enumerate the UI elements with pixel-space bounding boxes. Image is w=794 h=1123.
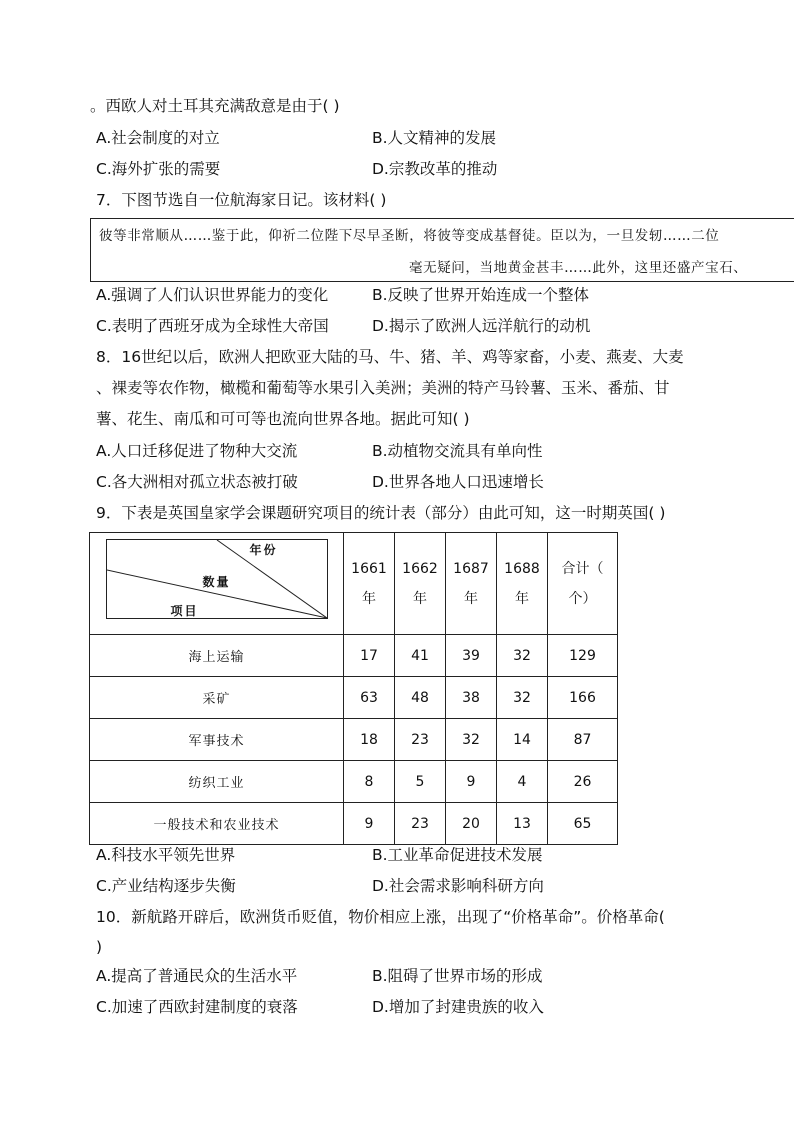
- col-header-1661: [344, 533, 395, 635]
- row-item: 海上运输: [90, 635, 344, 677]
- col-header-1688: [497, 533, 548, 635]
- q6-option-b[interactable]: B.人文精神的发展: [372, 129, 497, 147]
- col-header-total-bottom: 个）: [568, 590, 597, 607]
- q6-option-a[interactable]: A.社会制度的对立: [96, 129, 220, 147]
- q8-stem-line3: 薯、花生、南瓜和可可等也流向世界各地。据此可知( ): [96, 410, 470, 428]
- q10-stem-line1: 10．新航路开辟后，欧洲货币贬值，物价相应上涨，出现了“价格革命”。价格革命(: [96, 908, 665, 926]
- table-row: [90, 635, 618, 677]
- col-header-1687-bottom: 年: [464, 590, 478, 607]
- table-cell: 65: [548, 803, 618, 845]
- table-cell: 23: [395, 803, 446, 845]
- table-row: [90, 803, 618, 845]
- q8-stem-line2: 、裸麦等农作物，橄榄和葡萄等水果引入美洲；美洲的特产马铃薯、玉米、番茄、甘: [96, 379, 670, 397]
- table-cell: 32: [497, 635, 548, 677]
- q7-option-b[interactable]: B.反映了世界开始连成一个整体: [372, 286, 590, 304]
- table-cell: 8: [344, 761, 395, 803]
- col-header-total-top: 合计（: [561, 560, 604, 577]
- table-header-row: [90, 533, 618, 635]
- q6-option-c[interactable]: C.海外扩张的需要: [96, 160, 221, 178]
- row-item: 纺织工业: [90, 761, 344, 803]
- table-cell: 129: [548, 635, 618, 677]
- table-cell: 9: [446, 761, 497, 803]
- q9-option-b[interactable]: B.工业革命促进技术发展: [372, 846, 543, 864]
- row-item: 采矿: [90, 677, 344, 719]
- table-cell: 166: [548, 677, 618, 719]
- table-cell: 26: [548, 761, 618, 803]
- q10-option-a[interactable]: A.提高了普通民众的生活水平: [96, 967, 298, 985]
- table-cell: 87: [548, 719, 618, 761]
- table-cell: 14: [497, 719, 548, 761]
- q6-stem: 。西欧人对土耳其充满敌意是由于( ): [90, 97, 340, 115]
- col-header-1662-top: 1662: [402, 560, 438, 577]
- q7-option-d[interactable]: D.揭示了欧洲人远洋航行的动机: [372, 317, 591, 335]
- table-cell: 63: [344, 677, 395, 719]
- col-header-1687-top: 1687: [453, 560, 489, 577]
- col-header-1662: [395, 533, 446, 635]
- table-cell: 13: [497, 803, 548, 845]
- col-header-1661-bottom: 年: [362, 590, 376, 607]
- table-cell: 17: [344, 635, 395, 677]
- diagonal-header-box: [106, 539, 328, 619]
- row-item: 一般技术和农业技术: [90, 803, 344, 845]
- col-header-1687: [446, 533, 497, 635]
- diag-label-count: 数量: [202, 575, 231, 589]
- q9-option-c[interactable]: C.产业结构逐步失衡: [96, 877, 236, 895]
- q8-option-b[interactable]: B.动植物交流具有单向性: [372, 442, 543, 460]
- q8-option-a[interactable]: A.人口迁移促进了物种大交流: [96, 442, 298, 460]
- q7-stem: 7．下图节选自一位航海家日记。该材料( ): [96, 191, 387, 209]
- table-cell: 39: [446, 635, 497, 677]
- table-cell: 32: [446, 719, 497, 761]
- q10-option-c[interactable]: C.加速了西欧封建制度的衰落: [96, 998, 298, 1016]
- q10-stem-line2: ): [96, 938, 103, 956]
- q6-option-d[interactable]: D.宗教改革的推动: [372, 160, 498, 178]
- q10-option-d[interactable]: D.增加了封建贵族的收入: [372, 998, 544, 1016]
- table-cell: 20: [446, 803, 497, 845]
- q7-option-a[interactable]: A.强调了人们认识世界能力的变化: [96, 286, 329, 304]
- table-cell: 18: [344, 719, 395, 761]
- q7-quote-box: [90, 218, 794, 282]
- table-cell: 48: [395, 677, 446, 719]
- diag-label-item: 项目: [170, 604, 199, 618]
- q10-option-b[interactable]: B.阻碍了世界市场的形成: [372, 967, 543, 985]
- q7-quote-line1: 彼等非常顺从……鉴于此，仰祈二位陛下尽早圣断，将彼等变成基督徒。臣以为，一旦发轫……二位: [99, 228, 720, 244]
- q9-option-a[interactable]: A.科技水平领先世界: [96, 846, 236, 864]
- col-header-1688-top: 1688: [504, 560, 540, 577]
- row-item: 军事技术: [90, 719, 344, 761]
- col-header-1662-bottom: 年: [413, 590, 427, 607]
- table-cell: 41: [395, 635, 446, 677]
- q8-option-c[interactable]: C.各大洲相对孤立状态被打破: [96, 473, 298, 491]
- q9-option-d[interactable]: D.社会需求影响科研方向: [372, 877, 544, 895]
- col-header-1688-bottom: 年: [515, 590, 529, 607]
- col-header-1661-top: 1661: [351, 560, 387, 577]
- table-cell: 32: [497, 677, 548, 719]
- table-row: [90, 761, 618, 803]
- col-header-total: [548, 533, 618, 635]
- q8-stem-line1: 8．16世纪以后，欧洲人把欧亚大陆的马、牛、猪、羊、鸡等家畜，小麦、燕麦、大麦: [96, 348, 684, 366]
- table-cell: 38: [446, 677, 497, 719]
- q9-stem: 9．下表是英国皇家学会课题研究项目的统计表（部分）由此可知，这一时期英国( ): [96, 504, 666, 522]
- table-cell: 4: [497, 761, 548, 803]
- q9-stats-table: [89, 532, 618, 845]
- table-cell: 9: [344, 803, 395, 845]
- diag-label-year: 年份: [249, 543, 278, 557]
- table-cell: 5: [395, 761, 446, 803]
- table-row: [90, 677, 618, 719]
- table-row: [90, 719, 618, 761]
- table-cell: 23: [395, 719, 446, 761]
- q8-option-d[interactable]: D.世界各地人口迅速增长: [372, 473, 544, 491]
- q7-quote-line2: 毫无疑问，当地黄金甚丰……此外，这里还盛产宝石、: [409, 260, 748, 276]
- diagonal-header-cell: [90, 533, 344, 635]
- q7-option-c[interactable]: C.表明了西班牙成为全球性大帝国: [96, 317, 329, 335]
